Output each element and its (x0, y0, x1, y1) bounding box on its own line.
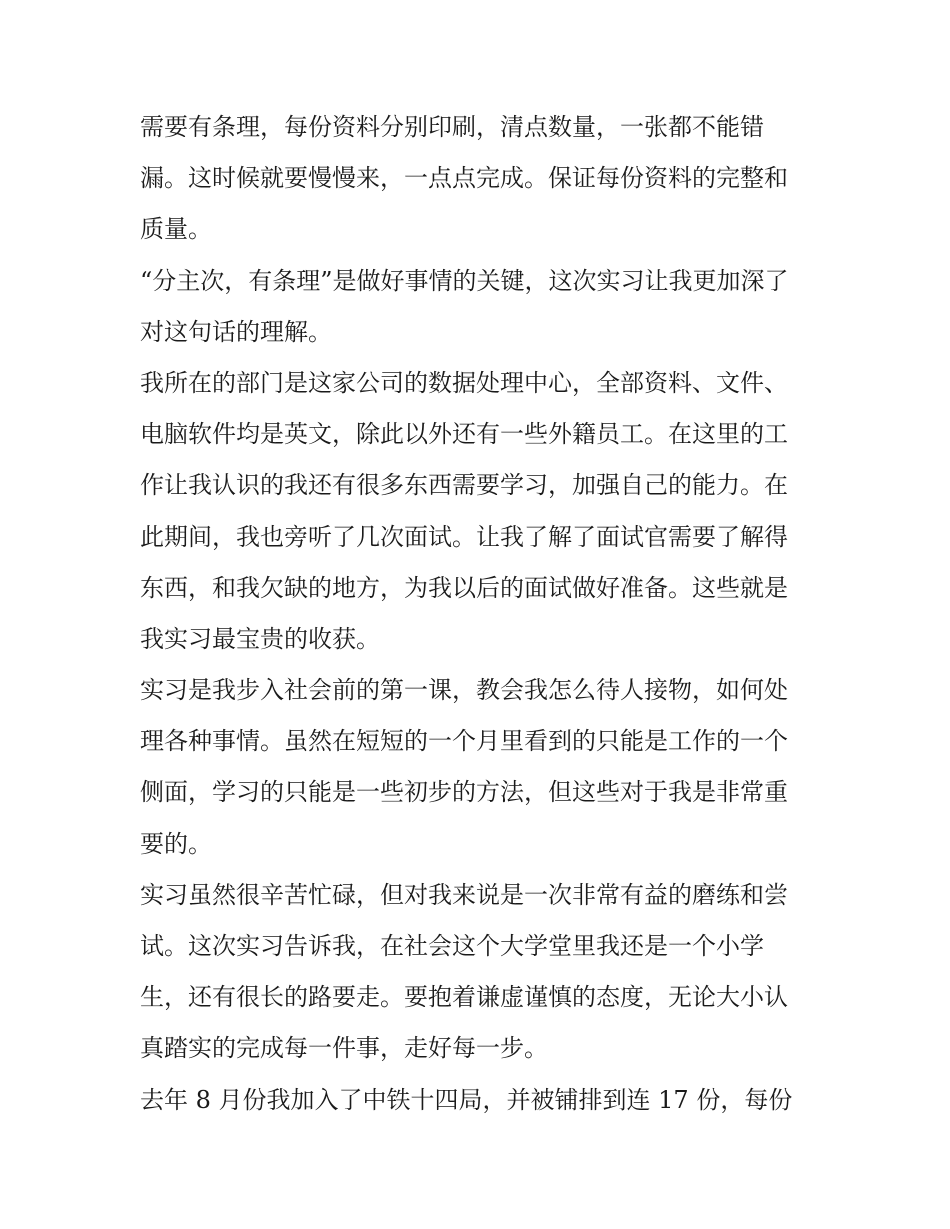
text-line: 我所在的部门是这家公司的数据处理中心，全部资料、文件、 (140, 368, 788, 397)
text-line: 去年 8 月份我加入了中铁十四局，并被铺排到连 17 份，每份 (140, 1085, 793, 1114)
text-line: 真踏实的完成每一件事，走好每一步。 (140, 1034, 548, 1063)
text-line: 电脑软件均是英文，除此以外还有一些外籍员工。在这里的工 (140, 420, 788, 449)
text-line: 实习虽然很辛苦忙碌，但对我来说是一次非常有益的磨练和尝 (140, 880, 788, 909)
text-line: 理各种事情。虽然在短短的一个月里看到的只能是工作的一个 (140, 727, 788, 756)
text-line: 对这句话的理解。 (140, 317, 332, 346)
text-line: 侧面，学习的只能是一些初步的方法，但这些对于我是非常重 (140, 778, 788, 807)
text-line: 试。这次实习告诉我，在社会这个大学堂里我还是一个小学 (140, 932, 764, 960)
text-line: 实习是我步入社会前的第一课，教会我怎么待人接物，如何处 (140, 676, 788, 705)
text-line: 作让我认识的我还有很多东西需要学习，加强自己的能力。在 (140, 471, 788, 500)
text-line: 要的。 (140, 829, 212, 858)
text-line: 需要有条理，每份资料分别印刷，清点数量，一张都不能错 (140, 113, 764, 141)
document-body (140, 102, 812, 1126)
text-line: 漏。这时候就要慢慢来，一点点完成。保证每份资料的完整和 (140, 164, 788, 193)
text-line: 质量。 (140, 215, 212, 244)
text-line: 此期间，我也旁听了几次面试。让我了解了面试官需要了解得 (140, 522, 788, 551)
text-line: 东西，和我欠缺的地方，为我以后的面试做好准备。这些就是 (140, 573, 788, 602)
text-line: 生，还有很长的路要走。要抱着谦虚谨慎的态度，无论大小认 (140, 983, 788, 1012)
text-line: “分主次，有条理”是做好事情的关键，这次实习让我更加深了 (140, 266, 789, 295)
text-line: 我实习最宝贵的收获。 (140, 624, 380, 653)
